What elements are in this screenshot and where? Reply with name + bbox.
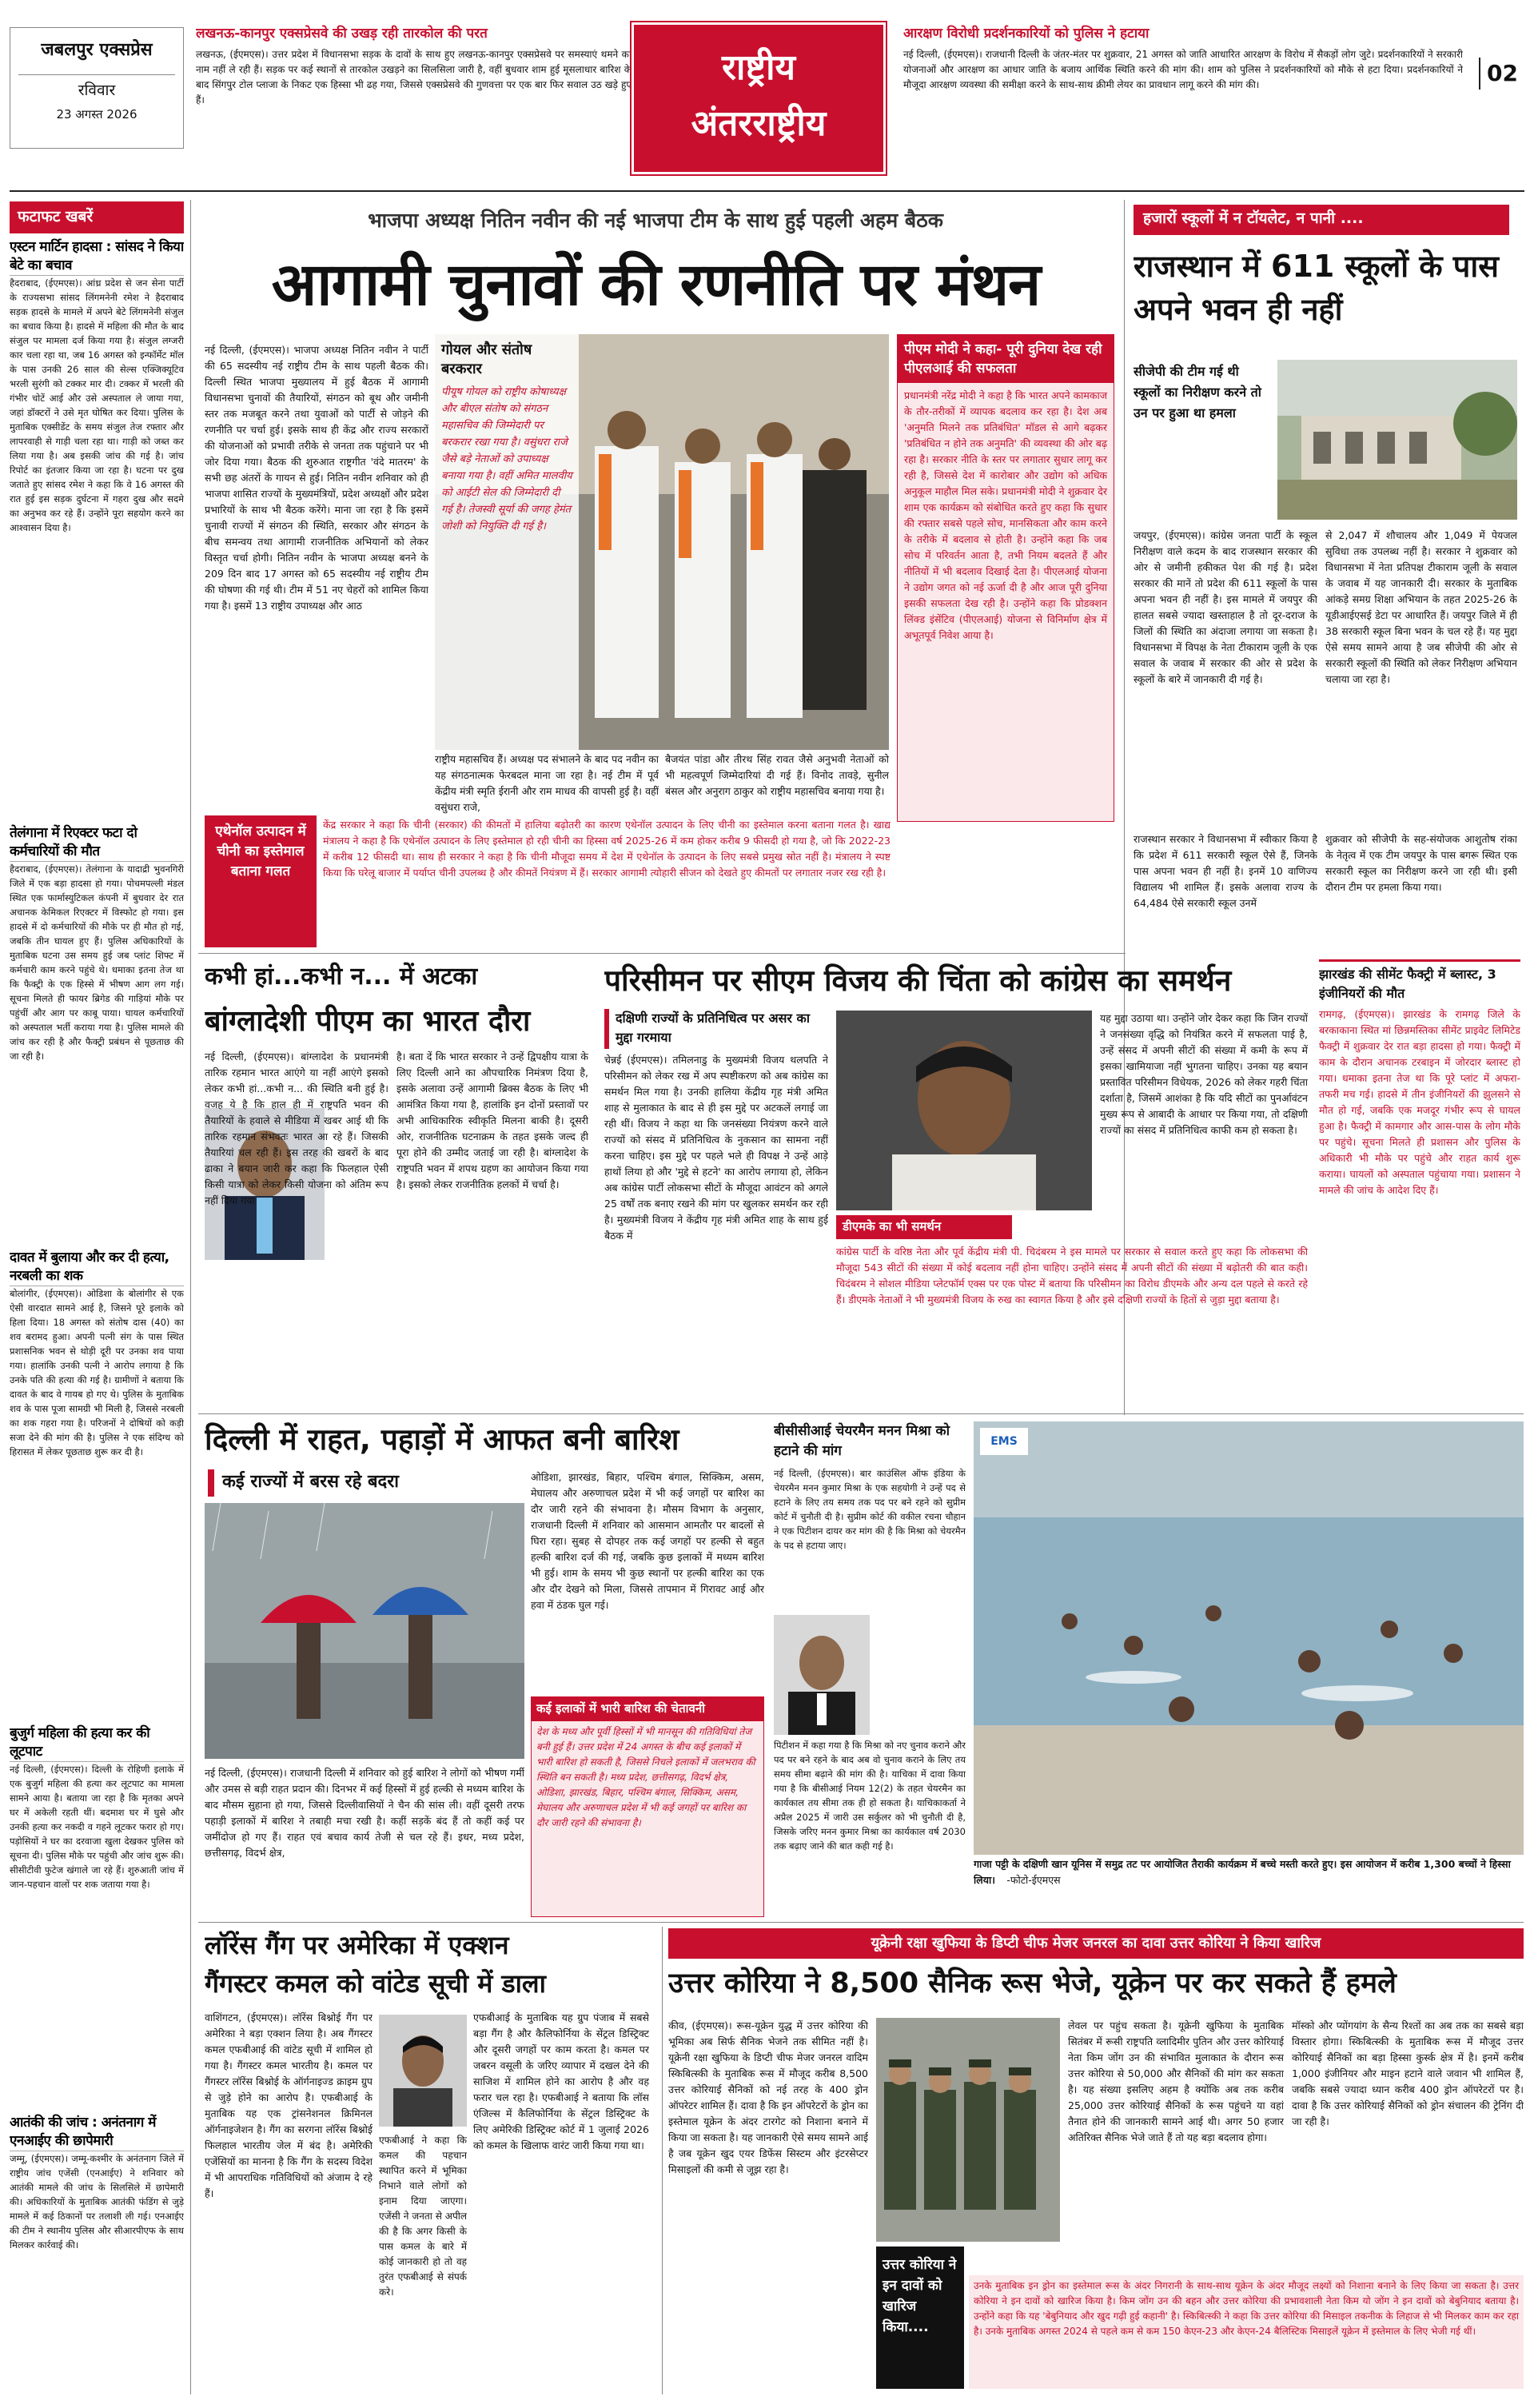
beach-credit: -फोटो-ईएमएस [1006,1874,1061,1886]
ukraine-body-2: लेवल पर पहुंच सकता है। यूक्रेनी खुफिया के मुताबिक सितंबर में रूसी राष्ट्रपति व्लादिमीर पुतिन और उत्तर कोरियाई नेता किम जोंग उन की संभावित मुलाकात के दौरान रूस उत्तर कोरिया से 50,000 और सैनिकों की मांग कर सकता है। यह संख्या इसलिए अहम है क्योंकि अब तक करीब 25,000 उत्तर कोरियाई सैनिकों के रूस पहुंचने या वहां तैनात होने की जानकारी सामने आई थी। अगर 50 हजार अतिरिक्त सैनिक भेजे जाते हैं तो यह बड़ा बदलाव होगा। [1068,2019,1284,2143]
rajasthan-body-1: जयपुर, (ईएमएस)। कांग्रेस जनता पार्टी के स्कूल निरीक्षण वाले कदम के बाद राजस्थान सरकार की ओर से जमीनी हकीकत पेश की गई है। प्रदेश सरकार की मानें तो प्रदेश की 611 स्कूलों के पास अपना भवन ही नहीं है। इस मामले में जयपुर की हालत सबसे ज्यादा खस्ताहाल है तो दूर-दराज के जिलों की स्थिति का अंदाजा लगाया जा सकता है। विधानसभा में विपक्ष के नेता टीकाराम जूली के एक सवाल के जवाब में सरकार की ओर से प्रदेश के स्कूलों के बारे में जानकारी दी गई है। [1134,529,1317,685]
fatafat-item-body: जम्मू, (ईएमएस)। जम्मू-कश्मीर के अनंतनाग जिले में राष्ट्रीय जांच एजेंसी (एनआईए) ने शनिवार को आतंकी मामले की जांच के सिलसिले में छापेमारी की। अधिकारियों के मुताबिक आतंकी फंडिंग से जुड़े मामले में कई ठिकानों पर तलाशी ली गई। एनआईए की टीम ने स्थानीय पुलिस और सीआरपीएफ के साथ मिलकर कार्रवाई की। [10,2152,184,2251]
top-right-body: नई दिल्ली, (ईएमएस)। राजधानी दिल्ली के जंतर-मंतर पर शुक्रवार, 21 अगस्त को जाति आधारित आरक्षण के विरोध में सैकड़ों लोग जुटे। प्रदर्शनकारियों ने सरकारी योजनाओं और आरक्षण का आधार जाति के बजाय आर्थिक स्थिति करने की मांग की। शाम को पुलिस ने प्रदर्शनकारियों को मौके से हटा दिया। प्रदर्शनकारियों ने मौजूदा आरक्षण व्यवस्था की समीक्षा करने के साथ-साथ क्रीमी लेयर का प्रावधान लागू करने की मांग की। [903,48,1463,90]
masthead-day: रविवार [78,81,116,99]
gangster-kamal-photo [379,2015,467,2127]
jharkhand-body: रामगढ़, (ईएमएस)। झारखंड के रामगढ़ जिले के बरकाकाना स्थित मां छिन्नमस्तिका सीमेंट प्राइवेट लिमिटेड फैक्ट्री में शुक्रवार देर रात बड़ा हादसा हो गया। फैक्ट्री में काम के दौरान अचानक टरबाइन में जोरदार ब्लास्ट हो गया। धमाका इतना तेज था कि पूरे प्लांट में अफरा-तफरी मच गई। हादसे में तीन इंजीनियरों की झुलसने से मौत हो गई, जबकि एक मजदूर गंभीर रूप से घायल हुआ है। फैक्ट्री में कामगार और आस-पास के लोग मौके पर पहुंचे। सूचना मिलते ही प्रशासन और पुलिस के अधिकारी भी मौके पर पहुंचे और राहत कार्य शुरू कराया। घायलों को अस्पताल पहुंचाया गया। प्रशासन ने मामले की जांच के आदेश दिए हैं। [1319,1008,1520,1196]
fatafat-item-body: हैदराबाद, (ईएमएस)। तेलंगाना के यादाद्री भुवनगिरी जिले में एक बड़ा हादसा हो गया। पोचमपल्ली मंडल स्थित एक फार्मास्युटिकल कंपनी में बुधवार देर रात अचानक केमिकल रिएक्टर में विस्फोट हो गया। इस हादसे में दो कर्मचारियों की मौके पर ही मौत हो गई, जबकि तीन घायल हुए हैं। पुलिस अधिकारियों के मुताबिक घटना उस समय हुई जब प्लांट शिफ्ट में कर्मचारी काम करने पहुंचे थे। धमाका इतना तेज था कि फैक्ट्री के एक हिस्से में भीषण आग लग गई। सूचना मिलते ही फायर ब्रिगेड की गाड़ियां मौके पर पहुंचीं और आग पर काबू पाया। घायल कर्मचारियों को अस्पताल भर्ती कराया गया है। पुलिस मामले की जांच कर रही है और फैक्ट्री प्रबंधन से पूछताछ की जा रही है। [10,863,184,1062]
section-banner [632,22,886,174]
rajasthan-quote: सीजेपी की टीम गई थी स्कूलों का निरीक्षण करने तो उन पर हुआ था हमला [1134,364,1261,421]
fatafat-item-body: बोलांगीर, (ईएमएस)। ओडिशा के बोलांगीर से एक ऐसी वारदात सामने आई है, जिसने पूरे इलाके को हिला दिया। 18 अगस्त को संतोष दास (40) का शव बरामद हुआ। अपनी पत्नी संग के पास स्थित प्रशासनिक भवन से थोड़ी दूरी पर उनका शव पाया गया। हालांकि उनकी पत्नी ने आरोप लगाया है कि उनके पति की हत्या की गई है। ग्रामीणों ने बताया कि दावत के बाद वे गायब हो गए थे। पुलिस के मुताबिक शव के पास पूजा सामग्री भी मिली है, जिससे नरबली का शक गहरा गया है। परिजनों ने दोषियों को कड़ी सजा देने की मांग की है। पुलिस ने एक संदिग्ध को हिरासत में लेकर पूछताछ शुरू कर दी है। [10,1287,184,1457]
soldiers-photo [876,2018,1060,2242]
beach-caption [974,1856,1524,1917]
fatafat-item-title: एस्टन मार्टिन हादसा : सांसद ने किया बेटे का बचाव [10,238,184,276]
ukraine-headline: उत्तर कोरिया ने 8,500 सैनिक रूस भेजे, यूक्रेन पर कर सकते हैं हमले [668,1967,1397,1999]
rajasthan-kicker: हजारों स्कूलों में न टॉयलेट, न पानी .... [1134,205,1509,235]
beach-caption-text: गाजा पट्टी के दक्षिणी खान यूनिस में समुद्र तट पर आयोजित तैराकी कार्यक्रम में बच्चे मस्ती करते हुए। इस आयोजन में करीब 1,300 बच्चों ने हिस्सा लिया। [974,1858,1511,1886]
bcci-body-2: पिटीशन में कहा गया है कि मिश्रा को नए चुनाव कराने और पद पर बने रहने के बाद अब वो चुनाव कराने के लिए तय समय सीमा बढ़ाने की मांग की है। याचिका में दावा किया गया है कि बीसीआई नियम 12(2) के तहत चेयरमैन का कार्यकाल तय सीमा तक ही हो सकता है। याचिकाकर्ता ने अप्रैल 2025 में जारी उस सर्कुलर को भी चुनौती दी है, जिसके जरिए मनन कुमार मिश्रा का कार्यकाल वर्ष 2030 तक बढ़ाए जाने की बात कही गई है। [774,1740,966,1852]
page-number: 02 [1479,58,1527,90]
school-photo [1277,360,1517,520]
kamal-photo [379,2015,467,2127]
bangla-headline-1: कभी हां...कभी न... में अटका [205,963,478,991]
goel-title: गोयल और संतोष बरकरार [441,341,532,377]
section-title-2: अंतरराष्ट्रीय [691,102,827,144]
north-korean-soldiers-photo [876,2018,1060,2242]
ems-logo: EMS [980,1428,1028,1455]
fatafat-item [10,1249,184,1718]
right-column-rule [1124,200,1125,1415]
row-rule-3 [198,1922,1524,1923]
ethanol-label: एथेनॉल उत्पादन में चीनी का इस्तेमाल बताना गलत [205,815,317,947]
fatafat-item [10,238,184,818]
masthead [0,0,1534,190]
bcci-story [774,1421,966,1917]
top-left-story [196,24,632,164]
fatafat-item-title: बुजुर्ग महिला की हत्या कर की लूटपाट [10,1724,184,1762]
rain-warning-body: देश के मध्य और पूर्वी हिस्सों में भी मानसून की गतिविधियां तेज बनी हुई हैं। उत्तर प्रदेश में 24 अगस्त के बीच कई इलाकों में भारी बारिश हो सकती है, जिससे निचले इलाकों में जलभराव की स्थिति बन सकती है। मध्य प्रदेश, छत्तीसगढ़, विदर्भ क्षेत्र, ओडिशा, झारखंड, बिहार, पश्चिम बंगाल, सिक्किम, असम, मेघालय और अरुणाचल प्रदेश में भी कई जगहों पर बारिश का दौर जारी रहने की संभावना है। [536,1725,755,1828]
nk-deny-body: उनके मुताबिक इन ड्रोन का इस्तेमाल रूस के अंदर निगरानी के साथ-साथ यूक्रेन के अंदर मौजूद लक्ष्यों को निशाना बनाने के लिए किया जा सकता है। उत्तर कोरिया ने इन दावों को खारिज किया है। किम जोंग उन की बहन और उत्तर कोरिया की प्रभावशाली नेता किम यो जोंग ने इन दावों को बेबुनियाद बताया है। उन्होंने कहा कि यह 'बेबुनियाद और खुद गढ़ी हुई कहानी' है। स्किबित्स्की ने कहा कि उत्तर कोरिया की मिसाइल तकनीक के लिहाज से भी मिलकर काम कर रहा है। उनके मुताबिक अगस्त 2024 से पहले कम से कम 150 केएन-23 और केएन-24 बैलिस्टिक मिसाइलें यूक्रेन में इस्तेमाल के लिए भेजी गई थीं। [969,2275,1524,2389]
lawrence-body-1: वाशिंगटन, (ईएमएस)। लॉरेंस बिश्नोई गैंग पर अमेरिका ने बड़ा एक्शन लिया है। अब गैंगस्टर कमल एफबीआई की वांटेड सूची में शामिल हो गया है। गैंगस्टर कमल भारतीय है। कमल पर गैंगस्टर लॉरेंस बिश्नोई के ऑर्गनाइज्ड क्राइम ग्रुप से जुड़े होने का आरोप है। एफबीआई के मुताबिक यह एक ट्रांसनेशनल क्रिमिनल ऑर्गनाइजेशन है। गैंग का सरगना लॉरेंस बिश्नोई फिलहाल भारतीय जेल में बंद है। अमेरिकी एजेंसियों का मानना है कि गैंग के सदस्य विदेश में भी आपराधिक गतिविधियों को अंजाम दे रहे हैं। [205,2011,373,2199]
fatafat-item-title: आतंकी की जांच : अनंतनाग में एनआईए की छापेमारी [10,2114,184,2151]
gaza-beach-photo [974,1421,1524,1855]
rain-body-2: ओडिशा, झारखंड, बिहार, पश्चिम बंगाल, सिक्किम, असम, मेघालय और अरुणाचल प्रदेश में भी कई जगहों पर बारिश का दौर जारी रहने की संभावना है। मौसम विभाग के अनुसार, राजधानी दिल्ली में शनिवार को आसमान आमतौर पर बादलों से घिरा रहा। सुबह से दोपहर तक कई जगहों पर हल्की से बहुत हल्की बारिश दर्ज की गई, जबकि कुछ इलाकों में मध्यम बारिश भी हुई। शाम के समय भी कुछ स्थानों पर हल्की बारिश का एक और दौर देखने को मिला, जिससे तापमान में गिरावट आई और हवा में ठंडक घुल गई। [531,1471,764,1611]
top-right-story [903,24,1463,164]
bottom-mid-rule [662,1927,663,2394]
rajasthan-body-2: से 2,047 में शौचालय और 1,049 में पेयजल सुविधा तक उपलब्ध नहीं है। सरकार ने शुक्रवार को विधानसभा में नेता प्रतिपक्ष टीकाराम जूली के सवाल के जवाब में यह जानकारी दी। सरकार के मुताबिक आंकड़े समग्र शिक्षा अभियान के तहत 2025-26 के यूडीआईएसई डेटा पर आधारित हैं। जयपुर जिले में ही 38 सरकारी स्कूल बिना भवन के चल रहे हैं। यह मुद्दा ऐसे समय सामने आया है जब सीजेपी की ओर से सरकारी स्कूलों की स्थिति को लेकर निरीक्षण अभियान चलाया जा रहा है। [1325,529,1517,685]
fatafat-item-title: तेलंगाना में रिएक्टर फटा दो कर्मचारियों की मौत [10,824,184,862]
fatafat-item-title: दावत में बुलाया और कर दी हत्या, नरबली का शक [10,1249,184,1286]
vijay-photo [836,1011,1092,1210]
delimit-body-1: चेन्नई (ईएमएस)। तमिलनाडु के मुख्यमंत्री विजय थलपति ने परिसीमन को लेकर रख में अप स्पष्टीकरण को अब कांग्रेस का समर्थन मिल गया है। उनकी हालिया केंद्रीय गृह मंत्री अमित शाह से मुलाकात के बाद से ही इस मुद्दे पर अटकलें लगाई जा रही थीं। विजय ने कहा था कि जनसंख्या नियंत्रण करने वाले राज्यों को संसद में प्रतिनिधित्व के नुकसान का सामना नहीं करना चाहिए। इस मुद्दे पर पहले भले ही विपक्ष ने उन्हें आड़े हाथों लिया हो और 'मुद्दे से हटने' का आरोप लगाया हो, लेकिन अब कांग्रेस पार्टी लोकसभा सीटों के मौजूदा आवंटन को अगले 25 वर्षों तक बनाए रखने की मांग पर खुलकर समर्थन कर रही है। मुख्यमंत्री विजय ने केंद्रीय गृह मंत्री अमित शाह के साथ हुई बैठक में [604,1054,828,1242]
dmk-label: डीएमके का भी समर्थन [836,1215,1012,1239]
jharkhand-story [1319,959,1520,1407]
pm-modi-box [897,334,1114,822]
school-building-photo [1277,360,1517,520]
bangla-body-1: नई दिल्ली, (ईएमएस)। बांग्लादेश के प्रधानमंत्री तारिक रहमान भारत आएंगे या नहीं आएंगे इसको लेकर कभी हां...कभी न... की स्थिति बनी हुई है। वजह ये है कि हाल ही में राष्ट्रपति भवन की तैयारियों के हवाले से मीडिया में खबर आई थी कि तारिक रहमान संभवतः भारत आ रहे हैं। जिसकी तैयारियां चल रही हैं। इस तरह की खबरों के बाद ढाका ने बयान जारी कर कहा कि फिलहाल ऐसी किसी यात्रा को लेकर किसी योजना को अंतिम रूप नहीं दिया गया [205,1051,388,1206]
fatafat-column [10,201,184,2392]
pm-modi-title: पीएम मोदी ने कहा- पूरी दुनिया देख रही पीएलआई की सफलता [898,335,1114,383]
goel-box [435,334,579,750]
masthead-date: 23 अगस्त 2026 [56,107,137,122]
rajasthan-body-4: शुक्रवार को सीजेपी के सह-संयोजक आशुतोष रांका के नेतृत्व में एक टीम जयपुर के पास बगरू स्थित एक सरकारी स्कूल का निरीक्षण करने जा रही थी। इसी दौरान टीम पर हमला किया गया। [1325,833,1517,893]
dmk-body: कांग्रेस पार्टी के वरिष्ठ नेता और पूर्व केंद्रीय मंत्री पी. चिदंबरम ने इस मामले पर सरकार से सवाल करते हुए कहा कि लोकसभा की मौजूदा 543 सीटों की संख्या में कोई बदलाव नहीं होना चाहिए। उन्होंने संसद में अपनी सीटों की संख्या में बढ़ोतरी की बात कही। चिदंबरम ने सोशल मीडिया प्लेटफॉर्म एक्स पर एक पोस्ट में बताया कि परिसीमन का विरोध डीएमके और अन्य दल पहले से करते रहे हैं। डीएमके नेताओं ने भी मुख्यमंत्री विजय के रुख का स्वागत किया है और इसे दक्षिणी राज्यों के हितों से जुड़ा मुद्दा बताया है। [836,1246,1308,1306]
rajasthan-headline: राजस्थान में 611 स्कूलों के पास अपने भवन ही नहीं [1134,249,1499,327]
goel-body: पीयूष गोयल को राष्ट्रीय कोषाध्यक्ष और बीएल संतोष को संगठन महासचिव की जिम्मेदारी पर बरकरार रखा गया है। वसुंधरा राजे जैसे बड़े नेताओं को उपाध्यक्ष बनाया गया है। वहीं अमित मालवीय को आईटी सेल की जिम्मेदारी दी गई है। तेजस्वी सूर्या की जगह हेमंत जोशी को नियुक्ति दी गई है। [441,386,572,532]
ukraine-kicker: यूक्रेनी रक्षा खुफिया के डिप्टी चीफ मेजर जनरल का दावा उत्तर कोरिया ने किया खारिज [668,1928,1524,1959]
row-rule-2 [198,1413,1524,1414]
rain-umbrella-photo [205,1503,524,1759]
paper-name: जबलपुर एक्सप्रेस [41,40,153,60]
jharkhand-title: झारखंड की सीमेंट फैक्ट्री में ब्लास्ट, 3 इंजीनियरों की मौत [1319,959,1520,1003]
bcci-body-1: नई दिल्ली, (ईएमएस)। बार काउंसिल ऑफ इंडिया के चेयरमैन मनन कुमार मिश्रा के एक सहयोगी ने उन्हें पद से हटाने के लिए तय समय तक पद पर बने रहने को सुप्रीम कोर्ट में चुनौती दी है। सुप्रीम कोर्ट की वकील रचना चौहान ने एक पिटीशन दायर कर मांग की है कि मिश्रा को चेयरमैन के पद से हटाया जाए। [774,1468,966,1551]
cm-vijay-photo [836,1011,1092,1210]
fatafat-item [10,2114,184,2392]
top-left-body: लखनऊ, (ईएमएस)। उत्तर प्रदेश में विधानसभा सड़क के दावों के साथ हुए लखनऊ-कानपुर एक्सप्रेसवे पर समस्याएं थमने का नाम नहीं ले रही हैं। सड़क पर कई स्थानों से तारकोल उखड़ने का सिलसिला जारी है, वहीं बुधवार शाम हुई मूसलाधार बारिश के बाद सिंगपुर टोल प्लाजा के निकट एक हिस्सा भी ढह गया, जिससे एक्सप्रेसवे की गुणवत्ता पर एक बार फिर सवाल उठ खड़े हुए हैं। [196,48,632,106]
lead-kicker: भाजपा अध्यक्ष नितिन नवीन की नई भाजपा टीम के साथ हुई पहली अहम बैठक [368,209,943,232]
lawrence-body-2: एफबीआई के मुताबिक यह ग्रुप पंजाब में सबसे बड़ा गैंग है और कैलिफोर्निया के सेंट्रल डिस्ट्रिक्ट और दूसरी जगहों पर काम करता है। कमल पर जबरन वसूली के जरिए व्यापार में दखल देने की साजिश में शामिल होने का आरोप है और वह फरार चल रहा है। एफबीआई ने बताया कि लॉस एंजिल्स में कैलिफोर्निया के सेंट्रल डिस्ट्रिक्ट के लिए अमेरिकी डिस्ट्रिक्ट कोर्ट में 1 जुलाई 2026 को कमल के खिलाफ वारंट जारी किया गया था। [473,2011,649,2151]
fatafat-item-body: हैदराबाद, (ईएमएस)। आंध्र प्रदेश से जन सेना पार्टी के राज्यसभा सांसद लिंगमनेनी रमेश ने हैदराबाद सड़क हादसे के मामले में अपने बेटे लिंगमनेनी संजुल का बचाव किया है। हादसे में महिला की मौत के बाद संजुल पर मामला दर्ज किया गया है। संजुल लग्जरी कार चला रहा था, जब 16 अगस्त को इन्फॉर्मेट मॉल के पास उनकी 26 साल की सेल्स एक्जिक्यूटिव भरली सुरंगी को टक्कर मार दी। टक्कर में भरली की गंभीर चोटें आई और उसे अस्पताल ले जाया गया, जहां डॉक्टरों ने उसे मृत घोषित कर दिया। पुलिस के मुताबिक एक्सीडेंट के समय संजुल तेज रफ्तार और लापरवाही से गाड़ी चला रहा था। गाड़ी को जब्त कर लिया गया है। अब इसकी जांच की गई है। जांच रिपोर्ट का इंतजार किया जा रहा है। घटना पर दुख जताते हुए सांसद रमेश ने कहा कि वे 16 अगस्त की रात हुई इस सड़क दुर्घटना में गहरा दुख और सदमे का अनुभव कर रहे हैं। उन्होंने पूरा सहयोग करने का आश्वासन दिया है। [10,277,184,533]
left-column-rule [190,200,191,2394]
lawrence-headline-1: लॉरेंस गैंग पर अमेरिका में एक्शन [205,1930,509,1960]
rain-warning-box [531,1696,764,1917]
rain-kicker: कई राज्यों में बरस रहे बदरा [208,1469,496,1497]
paper-name-box [10,27,184,149]
rajasthan-body-3: राजस्थान सरकार ने विधानसभा में स्वीकार किया है कि प्रदेश में 611 सरकारी स्कूल ऐसे हैं, जिनके पास अपना भवन ही नहीं है। इनमें 10 वाणिज्य विद्यालय भी शामिल हैं। इसके अलावा राज्य के 64,484 ऐसे सरकारी स्कूल उनमें [1134,833,1317,909]
bcci-title: बीसीसीआई चेयरमैन मनन मिश्रा को हटाने की मांग [774,1423,950,1459]
fatafat-item [10,1724,184,2107]
lawrence-body-3: एफबीआई ने कहा कि कमल की पहचान स्थापित करने में भूमिका निभाने वाले लोगों को इनाम दिया जाएगा। एजेंसी ने जनता से अपील की है कि अगर किसी के पास कमल के बारे में कोई जानकारी हो तो वह तुरंत एफबीआई से संपर्क करे। [379,2135,467,2298]
section-title-1: राष्ट्रीय [721,47,795,88]
bangla-headline-2: बांग्लादेशी पीएम का भारत दौरा [205,1005,531,1038]
beach-photo [974,1421,1524,1855]
pm-modi-body: प्रधानमंत्री नरेंद्र मोदी ने कहा है कि भारत अपने कामकाज के तौर-तरीकों में व्यापक बदलाव कर रहा है। देश अब 'अनुमति मिलने तक प्रतिबंधित' मॉडल से आगे बढ़कर 'प्रतिबंधित न होने तक अनुमति' की व्यवस्था की ओर बढ़ रहा है। सरकार नीति के स्तर पर लगातार सुधार लागू कर रही है, जिससे देश में कारोबार और उद्योग को अधिक अनुकूल माहौल मिल सके। प्रधानमंत्री मोदी ने शुक्रवार देर शाम एक कार्यक्रम को संबोधित करते हुए कहा कि सुधार की रफ्तार सबसे पहले सोच, मानसिकता और काम करने के तरीके में बदलाव से होती है। उन्होंने कहा कि जब सोच में परिवर्तन आता है, तभी नियम बदलते हैं और नीतियों में भी बदलाव दिखाई देता है। पीएलआई योजना ने उद्योग जगत को नई ऊर्जा दी है और आज पूरी दुनिया इसकी सफलता देख रही है। उन्होंने कहा कि प्रोडक्शन लिंक्ड इंसेंटिव (पीएलआई) योजना से विनिर्माण क्षेत्र में अभूतपूर्व निवेश आया है। [904,389,1107,641]
delimit-headline: परिसीमन पर सीएम विजय की चिंता को कांग्रेस का समर्थन [604,963,1232,998]
ukraine-body-1: कीव, (ईएमएस)। रूस-यूक्रेन युद्ध में उत्तर कोरिया की भूमिका अब सिर्फ सैनिक भेजने तक सीमित नहीं है। यूक्रेनी रक्षा खुफिया के डिप्टी चीफ मेजर जनरल वादिम स्किबित्स्की के मुताबिक रूस में मौजूद करीब 8,500 उत्तर कोरियाई सैनिकों को नई तरह के 400 ड्रोन ऑपरेटर शामिल हैं। दावा है कि इन ऑपरेटरों के ड्रोन का इस्तेमाल यूक्रेन के अंदर टारगेट को निशाना बनाने में किया जा सकता है। यह जानकारी ऐसे समय सामने आई है जब यूक्रेन खुद एयर डिफेंस सिस्टम और इंटरसेप्टर मिसाइलों की कमी से जूझ रहा है। [668,2019,868,2175]
top-right-title: आरक्षण विरोधी प्रदर्शनकारियों को पुलिस ने हटाया [903,26,1150,42]
manan-mishra-portrait [774,1615,870,1735]
delimit-body-2: यह मुद्दा उठाया था। उन्होंने जोर देकर कहा कि जिन राज्यों ने जनसंख्या वृद्धि को नियंत्रित करने में सफलता पाई है, उन्हें संसद में अपनी सीटों की संख्या में कमी के रूप में इसका खामियाजा नहीं भुगतना चाहिए। उनका यह बयान प्रस्तावित परिसीमन विधेयक, 2026 को लेकर गहरी चिंता दर्शाता है, जिसमें आशंका है कि यदि सीटों का पुनर्आवंटन मुख्य रूप से आबादी के आधार पर किया गया, तो दक्षिणी राज्यों का संसद में प्रतिनिधित्व काफी कम हो सकता है। [1100,1012,1308,1136]
delimit-kicker: दक्षिणी राज्यों के प्रतिनिधित्व पर असर का मुद्दा गरमाया [604,1009,820,1049]
lawrence-headline-2: गैंगस्टर कमल को वांटेड सूची में डाला [205,1968,546,1999]
rain-warning-title: कई इलाकों में भारी बारिश की चेतावनी [532,1697,763,1721]
fatafat-item-body: नई दिल्ली, (ईएमएस)। दिल्ली के रोहिणी इलाके में एक बुजुर्ग महिला की हत्या कर लूटपाट का मामला सामने आया है। बताया जा रहा है कि मृतका अपने घर में अकेली रहती थीं। बदमाश घर में घुसे और उनकी हत्या कर नकदी व गहने लूटकर फरार हो गए। पड़ोसियों ने घर का दरवाजा खुला देखकर पुलिस को सूचना दी। पुलिस मौके पर पहुंची और जांच शुरू की। सीसीटीवी फुटेज खंगाले जा रहे हैं। शुरुआती जांच में जान-पहचान वालों पर शक जताया गया है। [10,1763,184,1890]
ukraine-body-3: मॉस्को और प्योंगयांग के सैन्य रिश्तों का अब तक का सबसे बड़ा विस्तार होगा। स्किबित्स्की के मुताबिक रूस में मौजूद उत्तर कोरियाई सैनिकों का बड़ा हिस्सा कुर्स्क क्षेत्र में है। इनमें करीब 1,000 इंजीनियर और माइन हटाने वाले जवान भी शामिल हैं, जबकि सबसे ज्यादा ध्यान करीब 400 ड्रोन ऑपरेटरों पर है। दावा है कि उत्तर कोरियाई सैनिकों को ड्रोन संचालन की ट्रेनिंग दी जा रही है। [1292,2019,1524,2127]
lead-body-col1: नई दिल्ली, (ईएमएस)। भाजपा अध्यक्ष नितिन नवीन ने पार्टी की 65 सदस्यीय नई राष्ट्रीय टीम के साथ पहली बैठक की। दिल्ली स्थित भाजपा मुख्यालय में हुई बैठक में आगामी विधानसभा चुनावों की तैयारियों, संगठन को बूथ और जमीनी स्तर तक मजबूत करने तथा युवाओं को पार्टी से जोड़ने की रणनीति पर चर्चा हुई। इसके साथ ही केंद्र और राज्य सरकारों की योजनाओं को प्रभावी तरीके से जनता तक पहुंचाने पर भी जोर दिया गया। बैठक की शुरुआत राष्ट्रगीत 'वंदे मातरम' के सभी छह अंतरों के गायन से हुई। नितिन नवीन शनिवार को ही भाजपा शासित राज्यों के मुख्यमंत्रियों, प्रदेश अध्यक्षों और प्रदेश प्रभारियों के साथ भी बैठक करेंगे। माना जा रहा है कि इसमें चुनावी राज्यों में संगठन की स्थिति, सरकार और संगठन के बीच समन्वय तथा आगामी राजनीतिक अभियानों को लेकर विस्तृत चर्चा होगी। नितिन नवीन के भाजपा अध्यक्ष बनने के 209 दिन बाद 17 अगस्त को 65 सदस्यीय नई राष्ट्रीय टीम की घोषणा की गई थी। टीम में 51 नए चेहरों को शामिल किया गया है। इसमें 13 राष्ट्रीय उपाध्यक्ष और आठ [205,344,428,612]
rain-body-1: नई दिल्ली, (ईएमएस)। राजधानी दिल्ली में शनिवार को हुई बारिश ने लोगों को भीषण गर्मी और उमस से बड़ी राहत प्रदान की। दिनभर में कई हिस्सों में हुई हल्की से मध्यम बारिश के बाद मौसम सुहाना हो गया, जिससे दिल्लीवासियों ने चैन की सांस ली। वहीं दूसरी तरफ पहाड़ी इलाकों में बारिश ने तबाही मचा रखी है। कहीं सड़कें बंद हैं तो कहीं कई पर जमींदोज हो गए हैं। राहत एवं बचाव कार्य तेजी से चल रहे हैं। इधर, मध्य प्रदेश, छत्तीसगढ़, विदर्भ क्षेत्र, [205,1767,524,1859]
nk-deny-label: उत्तर कोरिया ने इन दावों को खारिज किया.... [876,2247,964,2389]
manan-mishra-photo [774,1615,870,1735]
fatafat-header: फटाफट खबरें [10,201,184,233]
lead-body-col3: राष्ट्रीय महासचिव हैं। अध्यक्ष पद संभालने के बाद पद नवीन का यह संगठनात्मक फेरबदल माना जा रहा है। नई टीम में पूर्व केंद्रीय मंत्री स्मृति ईरानी और राम माधव की वापसी हुई है। वहीं वसुंधरा राजे, [435,753,659,813]
rain-headline: दिल्ली में राहत, पहाड़ों में आफत बनी बारिश [205,1422,679,1457]
lead-headline: आगामी चुनावों की रणनीति पर मंथन [271,250,1041,319]
top-left-title: लखनऊ-कानपुर एक्सप्रेसवे की उखड़ रही तारकोल की परत [196,26,488,42]
masthead-rule [10,190,1524,192]
lead-body-col4: बैजयंत पांडा और तीरथ सिंह रावत जैसे अनुभवी नेताओं को भी महत्वपूर्ण जिम्मेदारियां दी गई हैं। विनोद तावड़े, सुनील बंसल और अनुराग ठाकुर को राष्ट्रीय महासचिव बनाया गया है। [665,753,889,797]
rain-photo [205,1503,524,1759]
ethanol-body: केंद्र सरकार ने कहा कि चीनी (सरकार) की कीमतों में हालिया बढ़ोतरी का कारण एथेनॉल उत्पादन के लिए चीनी का इस्तेमाल करना बताना गलत है। खाद्य मंत्रालय ने कहा है कि एथेनॉल उत्पादन के लिए इस्तेमाल हो रही चीनी का हिस्सा वर्ष 2025-26 में कम होकर करीब 9 फीसदी हो गया है, जो कि 2022-23 में करीब 12 फीसदी था। साथ ही सरकार ने कहा है कि चीनी मौजूदा समय में देश में एथेनॉल के उत्पादन के लिए सबसे प्रमुख स्रोत नहीं है। मंत्रालय ने स्पष्ट किया कि घरेलू बाजार में पर्याप्त चीनी उपलब्ध है और कीमतें नियंत्रण में हैं। सरकार आगामी त्योहारी सीजन को देखते हुए कीमतों पर लगातार नजर रख रही है। [323,819,891,879]
fatafat-item [10,824,184,1242]
bangla-body-2: है। बता दें कि भारत सरकार ने उन्हें द्विपक्षीय यात्रा के लिए दिल्ली आने का औपचारिक निमंत्रण दिया है, इसके अलावा उन्हें आगामी ब्रिक्स बैठक के लिए भी आमंत्रित किया गया है, हालांकि इन दोनों प्रस्तावों पर अभी आधिकारिक स्वीकृति मिलना बाकी है। दूसरी ओर, राजनीतिक घटनाक्रम के तहत इसके जल्द ही पूरा होने की उम्मीद जताई जा रही है। बांग्लादेश के राष्ट्रपति भवन में शपथ ग्रहण का आयोजन किया गया है। इसको लेकर राजनीतिक हलकों में चर्चा है। [396,1051,588,1190]
row-rule-1 [198,953,1126,954]
